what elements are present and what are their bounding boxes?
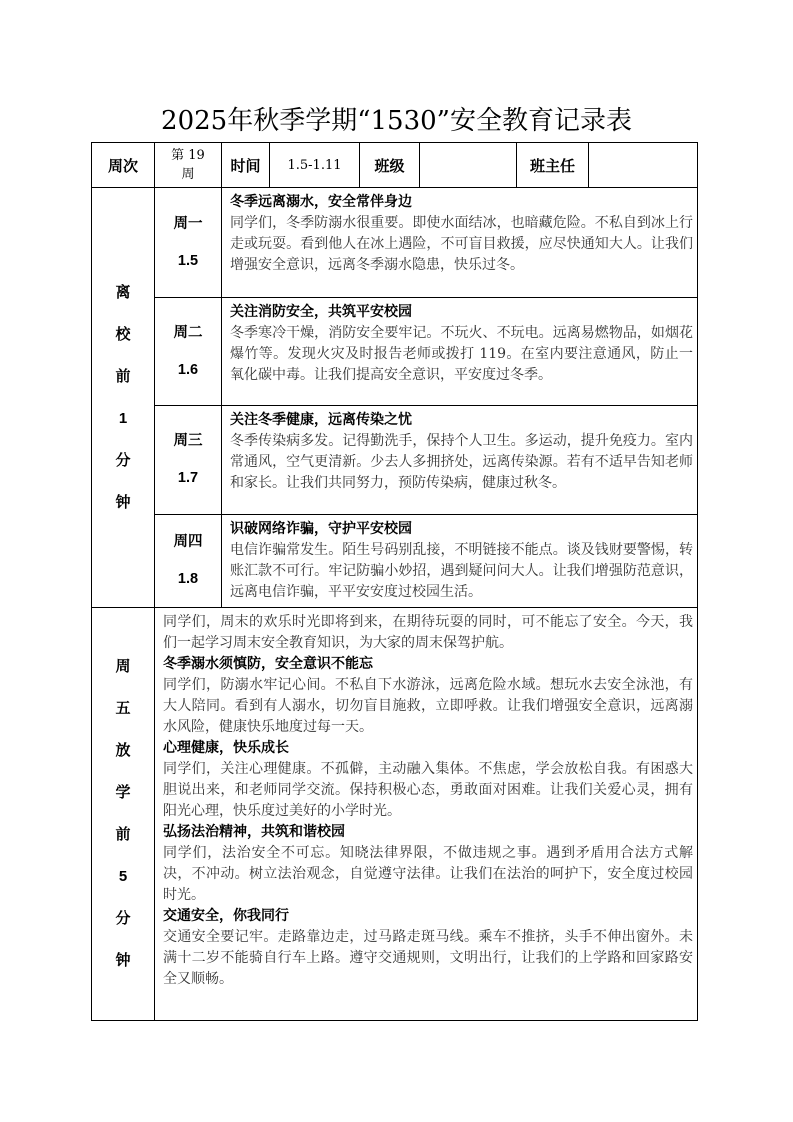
week-value-line1: 第 19 <box>171 148 205 163</box>
day-row <box>92 515 698 608</box>
day-body: 同学们，冬季防溺水很重要。即使水面结冰，也暗藏危险。不私自到冰上行走或玩耍。看到他人在冰上遇险，不可盲目救援，应尽快通知大人。让我们增强安全意识，远离冬季溺水隐患，快乐过冬。 <box>230 215 693 273</box>
class-value[interactable] <box>420 143 517 188</box>
section2-char: 周 <box>115 658 131 675</box>
section2-char: 放 <box>115 742 131 759</box>
friday-intro: 同学们，周末的欢乐时光即将到来，在期待玩耍的同时，可不能忘了安全。今天，我们一起学习周末安全教育知识，为大家的周末保驾护航。 <box>163 614 693 651</box>
topic-heading: 冬季溺水须慎防，安全意识不能忘 <box>163 656 373 672</box>
topic-heading: 心理健康，快乐成长 <box>163 740 289 756</box>
day-row <box>92 406 698 515</box>
day-name: 周一 <box>173 215 203 232</box>
day-cell <box>155 406 222 515</box>
friday-content <box>155 608 698 1021</box>
day-body: 冬季传染病多发。记得勤洗手，保持个人卫生。多运动，提升免疫力。室内常通风，空气更清新。少去人多拥挤处，远离传染源。若有不适早告知老师和家长。让我们共同努力，预防传染病，健康过秋冬。 <box>230 433 693 491</box>
teacher-value[interactable] <box>589 143 698 188</box>
header-row <box>92 143 698 188</box>
section2-char: 五 <box>115 700 131 717</box>
page-title: 2025年秋季学期“1530”安全教育记录表 <box>161 106 632 136</box>
section1-label <box>92 188 155 608</box>
day-content <box>222 515 698 608</box>
week-label: 周次 <box>92 143 155 188</box>
topic-body: 同学们，关注心理健康。不孤僻，主动融入集体。不焦虑，学会放松自我。有困惑大胆说出来，和老师同学交流。保持积极心态，勇敢面对困难。让我们关爱心灵，拥有阳光心理，快乐度过美好的小学时光。 <box>163 761 693 819</box>
day-heading: 关注冬季健康，远离传染之忧 <box>230 412 412 428</box>
day-name: 周二 <box>173 324 203 341</box>
section1-char: 分 <box>115 451 131 469</box>
section2-char: 前 <box>115 826 131 843</box>
day-row <box>92 188 698 298</box>
friday-row <box>92 608 698 1021</box>
time-label: 时间 <box>222 143 270 188</box>
day-cell <box>155 298 222 406</box>
day-date: 1.7 <box>177 470 199 486</box>
section1-char: 前 <box>115 367 131 385</box>
section2-label <box>92 608 155 1021</box>
week-value <box>155 143 222 188</box>
time-value: 1.5-1.11 <box>270 143 360 188</box>
day-date: 1.6 <box>177 361 199 378</box>
week-value-line2: 周 <box>181 167 195 182</box>
day-cell <box>155 188 222 298</box>
class-label: 班级 <box>360 143 420 188</box>
day-content <box>222 298 698 406</box>
section2-char: 分 <box>115 910 131 927</box>
section1-char: 校 <box>115 325 131 343</box>
topic-heading: 弘扬法治精神，共筑和谐校园 <box>163 824 345 840</box>
day-name: 周四 <box>173 534 203 550</box>
day-content <box>222 406 698 515</box>
day-name: 周三 <box>173 433 203 449</box>
section1-char: 离 <box>115 283 131 301</box>
section2-char: 学 <box>115 784 131 801</box>
topic-body: 同学们，防溺水牢记心间。不私自下水游泳，远离危险水域。想玩水去安全泳池，有大人陪同。看到有人溺水，切勿盲目施救，立即呼救。让我们增强安全意识，远离溺水风险，健康快乐地度过每一天。 <box>163 677 693 735</box>
section1-char: 1 <box>118 409 128 427</box>
day-heading: 识破网络诈骗，守护平安校园 <box>230 521 412 537</box>
topic-body: 交通安全要记牢。走路靠边走，过马路走斑马线。乘车不推挤，头手不伸出窗外。未满十二岁不能骑自行车上路。遵守交通规则，文明出行，让我们的上学路和回家路安全又顺畅。 <box>163 929 693 987</box>
day-body: 冬季寒冷干燥，消防安全要牢记。不玩火、不玩电。远离易燃物品，如烟花爆竹等。发现火灾及时报告老师或拨打 119。在室内要注意通风，防止一氧化碳中毒。让我们提高安全意识，平安度过冬季。 <box>230 325 693 383</box>
day-date: 1.8 <box>177 571 199 587</box>
section2-char: 钟 <box>115 952 131 969</box>
day-row <box>92 298 698 406</box>
day-content <box>222 188 698 298</box>
teacher-label: 班主任 <box>517 143 589 188</box>
topic-body: 同学们，法治安全不可忘。知晓法律界限，不做违规之事。遇到矛盾用合法方式解决，不冲动。树立法治观念，自觉遵守法律。让我们在法治的呵护下，安全度过校园时光。 <box>163 845 693 903</box>
day-date: 1.5 <box>177 252 199 269</box>
topic-heading: 交通安全，你我同行 <box>163 908 289 924</box>
section1-char: 钟 <box>115 493 131 511</box>
day-heading: 冬季远离溺水，安全常伴身边 <box>230 194 412 210</box>
section2-char: 5 <box>118 868 128 885</box>
record-table <box>91 142 698 1021</box>
day-heading: 关注消防安全，共筑平安校园 <box>230 304 412 320</box>
day-cell <box>155 515 222 608</box>
day-body: 电信诈骗常发生。陌生号码别乱接，不明链接不能点。谈及钱财要警惕，转账汇款不可行。牢记防骗小妙招，遇到疑问问大人。让我们增强防范意识，远离电信诈骗，平平安安度过校园生活。 <box>230 542 693 600</box>
